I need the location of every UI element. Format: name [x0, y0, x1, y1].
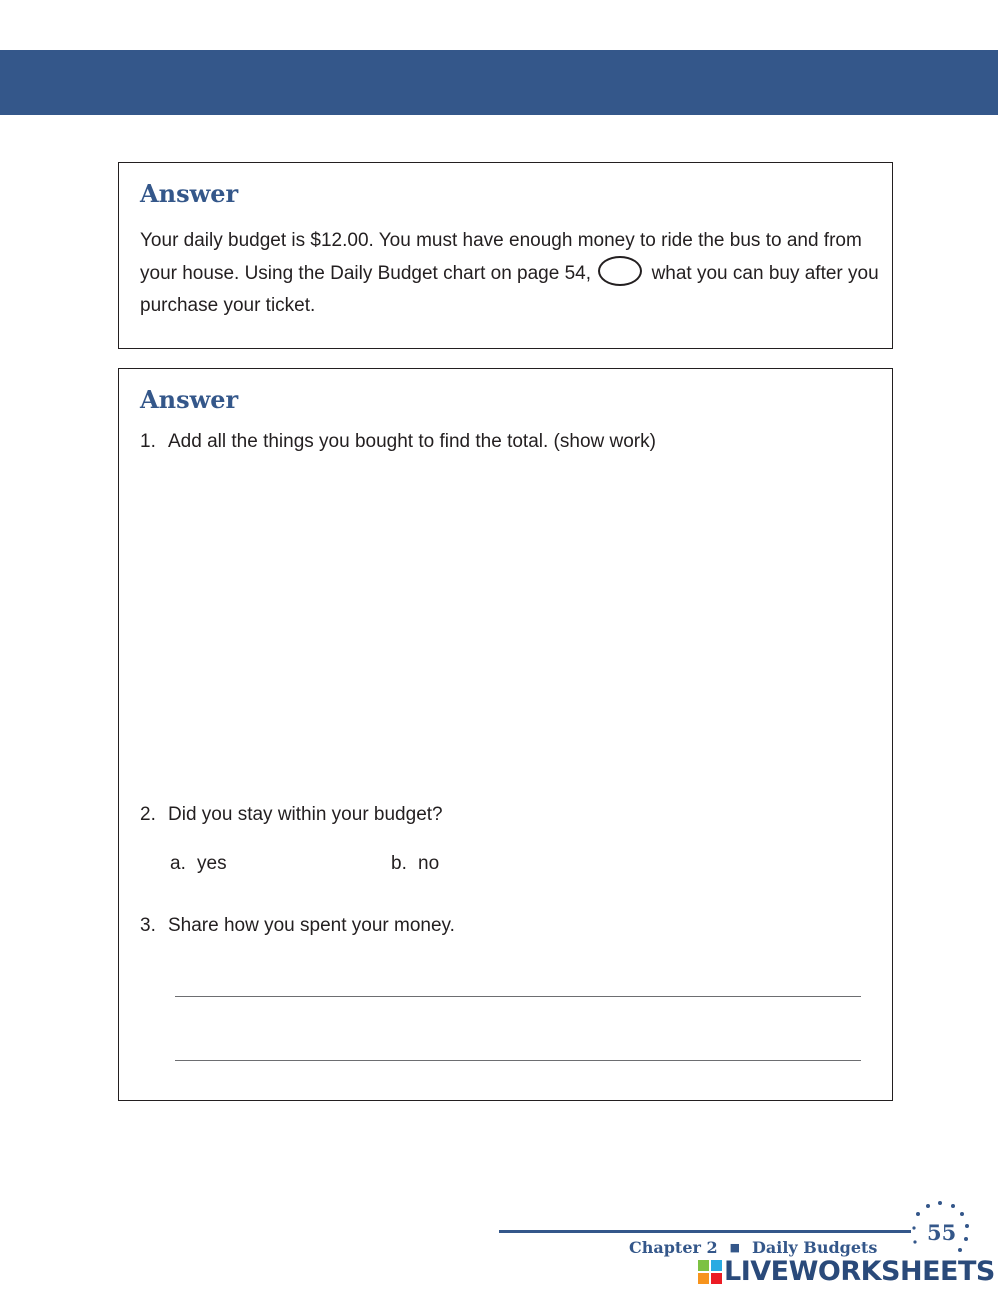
question-number: 2. — [140, 804, 156, 825]
footer-chapter-line — [629, 1238, 877, 1257]
instruction-text-end: what you can buy after you purchase your ticket. — [140, 262, 879, 316]
option-text: yes — [197, 853, 227, 874]
footer-rule — [499, 1230, 911, 1233]
option-text: no — [418, 853, 440, 874]
brand-name: LIVEWORKSHEETS — [724, 1256, 995, 1287]
option-yes[interactable] — [170, 853, 227, 875]
page-number: 55 — [927, 1220, 957, 1245]
question-text: Did you stay within your budget? — [168, 804, 443, 825]
question-3 — [140, 915, 455, 937]
question-2 — [140, 804, 443, 826]
answer-box-1 — [118, 162, 893, 349]
answer-box-2 — [118, 368, 893, 1101]
question-number: 1. — [140, 431, 156, 452]
option-letter: b. — [391, 853, 407, 874]
header-band — [0, 50, 998, 115]
question-1 — [140, 431, 656, 453]
question-number: 3. — [140, 915, 156, 936]
section-label: Daily Budgets — [752, 1238, 878, 1257]
answer-line-1[interactable] — [175, 996, 861, 997]
instruction-text-start: Your daily budget is $12.00. You must have enough money to ride the bus to and from your house. Using the Daily Budget chart on page 54, — [140, 230, 862, 284]
liveworksheets-icon — [698, 1260, 722, 1284]
question-text: Add all the things you bought to find the total. (show work) — [168, 431, 656, 452]
liveworksheets-logo — [698, 1257, 995, 1287]
question-text: Share how you spent your money. — [168, 915, 455, 936]
answer-heading: Answer — [140, 385, 239, 414]
option-no[interactable] — [391, 853, 439, 875]
instruction-paragraph — [140, 225, 880, 323]
answer-heading: Answer — [140, 179, 239, 208]
separator-icon: ■ — [729, 1241, 741, 1254]
option-letter: a. — [170, 853, 186, 874]
chapter-label: Chapter 2 — [629, 1238, 718, 1257]
answer-line-2[interactable] — [175, 1060, 861, 1061]
answer-blank-circle[interactable] — [598, 256, 642, 286]
